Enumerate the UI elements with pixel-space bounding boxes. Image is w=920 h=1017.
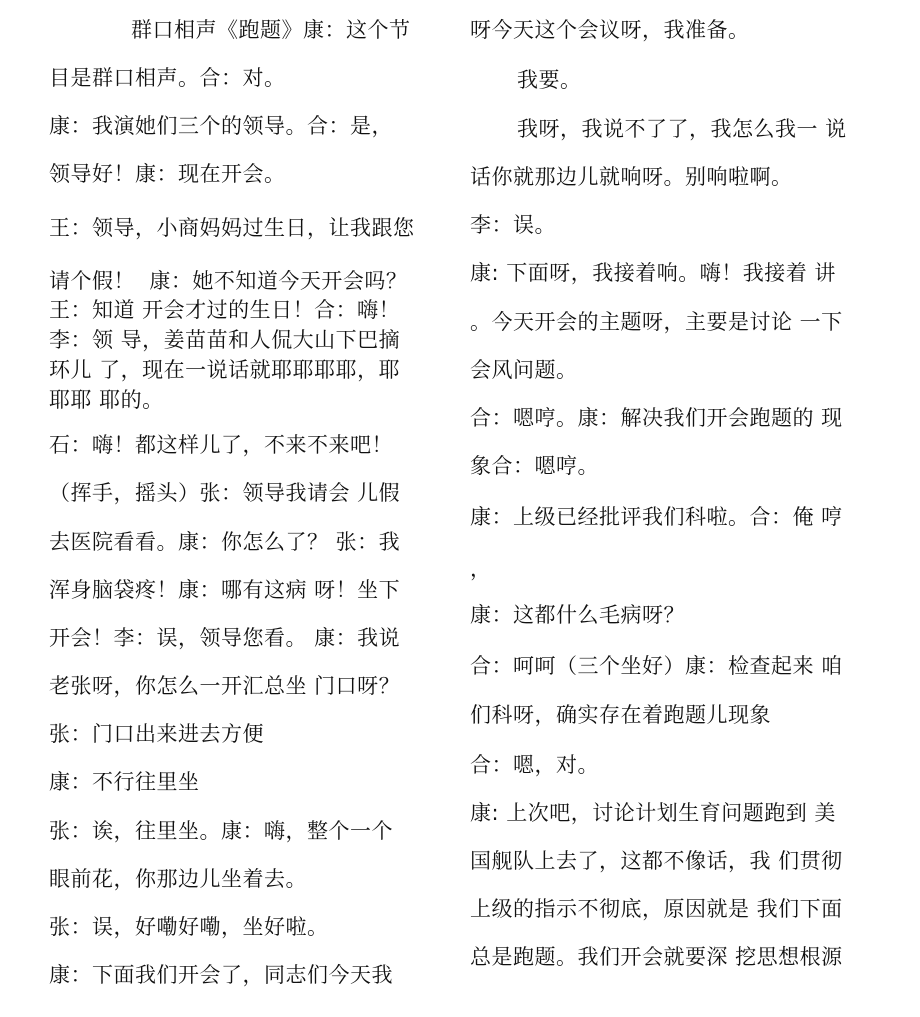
text-line: ， xyxy=(470,557,492,581)
text-line: （挥手，摇头）张：领导我请会 儿假 xyxy=(49,481,401,505)
text-line: 们科呀，确实存在着跑题儿现象 xyxy=(470,703,771,727)
text-line: 张：诶，往里坐。康：嗨，整个一个 xyxy=(49,819,393,843)
text-line: 去医院看看。康：你怎么了？ 张：我 xyxy=(49,530,401,554)
text-line: 老张呀，你怎么一开汇总坐 门口呀？ xyxy=(49,674,401,698)
text-line: 康：我演她们三个的领导。合：是， xyxy=(49,114,393,138)
text-line: 开会！李：误，领导您看。 康：我说 xyxy=(49,626,401,650)
text-line: 群口相声《跑题》康：这个节 xyxy=(131,18,411,42)
text-line: 张：误，好嘞好嘞，坐好啦。 xyxy=(49,915,329,939)
text-line: 康：不行往里坐 xyxy=(49,770,200,794)
text-line: 总是跑题。我们开会就要深 挖思想根源 xyxy=(470,945,843,969)
text-line: 合：嗯，对。 xyxy=(470,753,599,777)
text-line: 呀今天这个会议呀，我准备。 xyxy=(470,18,750,42)
text-line: 请个假！ 康：她不知道今天开会吗？ xyxy=(49,269,408,293)
text-line: 张：门口出来进去方便 xyxy=(49,722,264,746)
text-line: 目是群口相声。合：对。 xyxy=(49,66,286,90)
text-line: 合：呵呵（三个坐好）康：检查起来 咱 xyxy=(470,654,843,678)
text-line: 我呀，我说不了了，我怎么我一 说 xyxy=(517,117,847,141)
text-line: 。今天开会的主题呀，主要是讨论 一下 xyxy=(470,310,843,334)
text-line: 康：上级已经批评我们科啦。合：俺 哼 xyxy=(470,505,843,529)
text-line: 环儿 了，现在一说话就耶耶耶耶，耶 xyxy=(49,358,401,382)
text-line: 王：领导，小商妈妈过生日，让我跟您 xyxy=(49,216,415,240)
text-line: 领导好！康：现在开会。 xyxy=(49,162,286,186)
text-line: 浑身脑袋疼！康：哪有这病 呀！坐下 xyxy=(49,578,401,602)
text-line: 李：误。 xyxy=(470,213,556,237)
text-line: 会风问题。 xyxy=(470,358,578,382)
text-line: 上级的指示不彻底，原因就是 我们下面 xyxy=(470,897,843,921)
text-line: 眼前花，你那边儿坐着去。 xyxy=(49,867,307,891)
text-line: 话你就那边儿就响呀。别响啦啊。 xyxy=(470,165,793,189)
text-line: 王：知道 开会才过的生日！合：嗨！ xyxy=(49,298,401,322)
text-line: 我要。 xyxy=(517,68,582,92)
text-line: 合：嗯哼。康：解决我们开会跑题的 现 xyxy=(470,406,843,430)
text-line: 康: 上次吧，讨论计划生育问题跑到 美 xyxy=(470,801,836,825)
text-line: 石：嗨！都这样儿了，不来不来吧！ xyxy=(49,433,393,457)
text-line: 象合：嗯哼。 xyxy=(470,454,599,478)
text-line: 康：下面我们开会了，同志们今天我 xyxy=(49,963,393,987)
text-line: 康：这都什么毛病呀？ xyxy=(470,603,685,627)
text-line: 耶耶 耶的。 xyxy=(49,388,164,412)
text-line: 国舰队上去了，这都不像话，我 们贯彻 xyxy=(470,849,843,873)
text-line: 康: 下面呀，我接着响。嗨！我接着 讲 xyxy=(470,261,836,285)
text-line: 李：领 导，姜苗苗和人侃大山下巴摘 xyxy=(49,328,401,352)
